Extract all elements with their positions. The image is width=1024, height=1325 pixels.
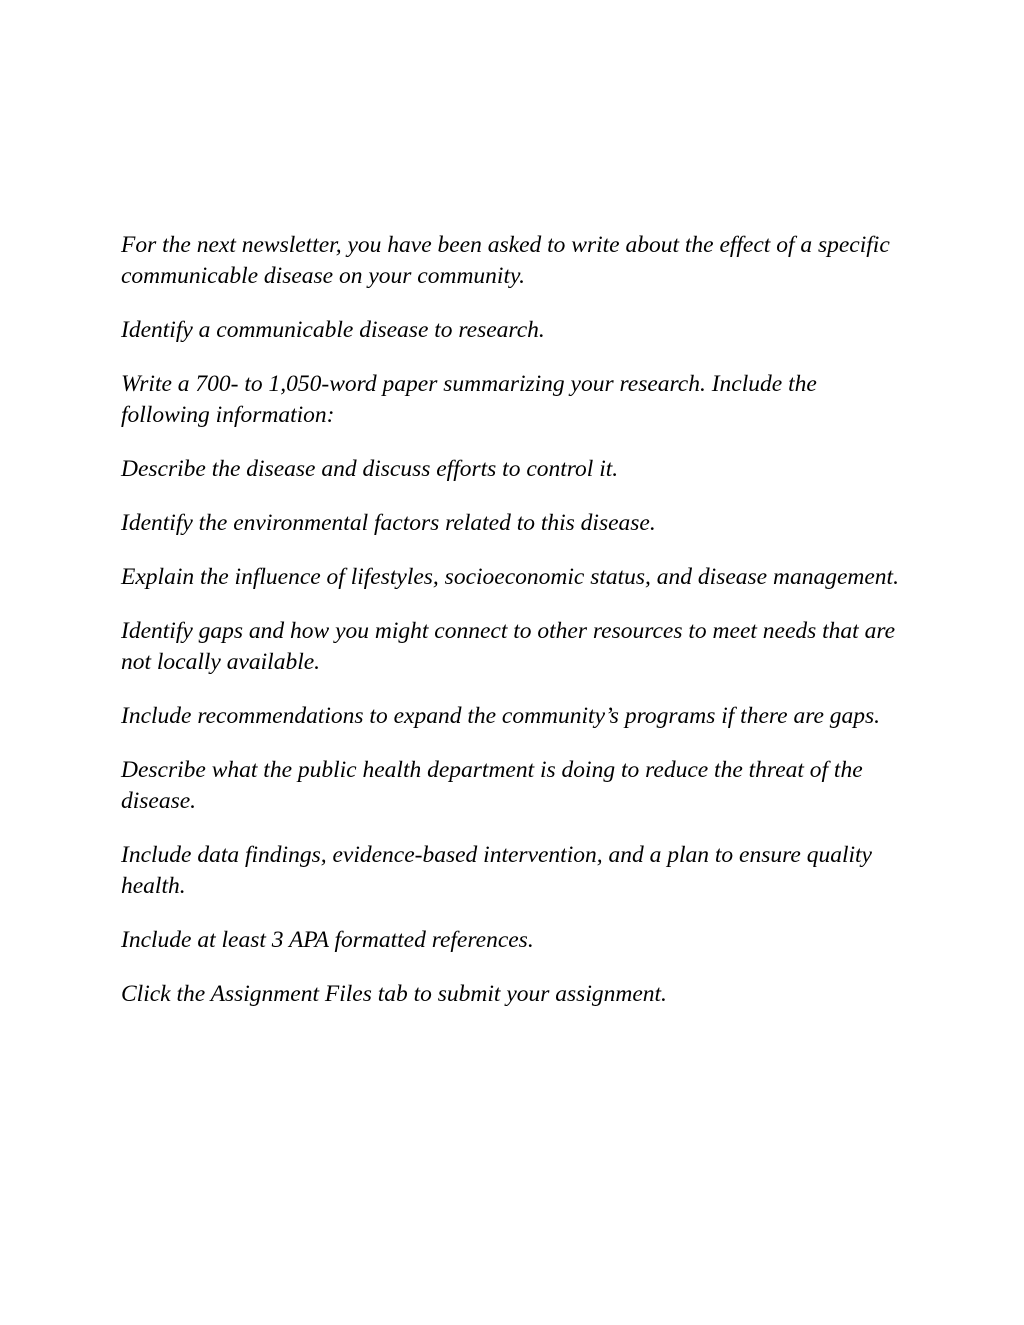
paragraph-intro: For the next newsletter, you have been asked to write about the effect of a specific communicable disease on your community. <box>121 232 890 289</box>
paragraph-write-paper: Write a 700- to 1,050-word paper summarizing your research. Include the following information: <box>121 371 817 428</box>
paragraph-public-health-department: Describe what the public health department is doing to reduce the threat of the disease. <box>121 757 863 814</box>
assignment-instructions <box>121 230 911 1033</box>
paragraph-lifestyle-influence: Explain the influence of lifestyles, socioeconomic status, and disease management. <box>121 564 899 590</box>
paragraph-describe-disease: Describe the disease and discuss efforts to control it. <box>121 456 619 482</box>
paragraph-data-findings: Include data findings, evidence-based intervention, and a plan to ensure quality health. <box>121 842 872 899</box>
paragraph-environmental-factors: Identify the environmental factors related to this disease. <box>121 510 656 536</box>
paragraph-submit-instructions: Click the Assignment Files tab to submit your assignment. <box>121 981 667 1007</box>
paragraph-identify-disease: Identify a communicable disease to research. <box>121 317 545 343</box>
paragraph-recommendations: Include recommendations to expand the community’s programs if there are gaps. <box>121 703 881 729</box>
paragraph-references: Include at least 3 APA formatted references. <box>121 927 534 953</box>
paragraph-identify-gaps: Identify gaps and how you might connect to other resources to meet needs that are not locally available. <box>121 618 896 675</box>
